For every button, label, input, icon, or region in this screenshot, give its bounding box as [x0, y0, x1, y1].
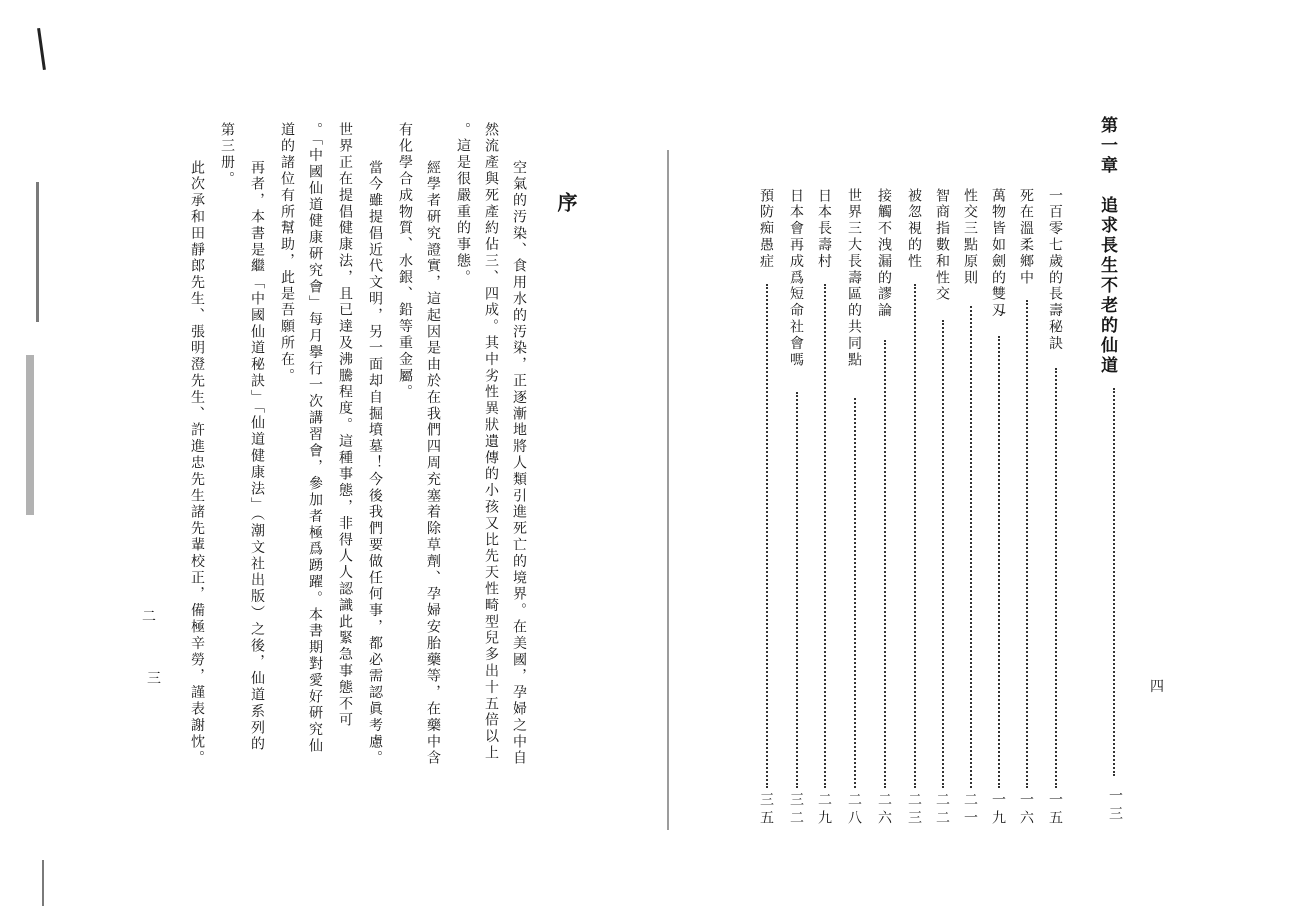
toc-page-number: 一五 [1047, 792, 1063, 828]
toc-entry-label: 一百零七歲的長壽秘訣 [1047, 188, 1063, 352]
toc-leader-dots [884, 340, 886, 788]
chapter-leader-dots [1113, 388, 1115, 776]
toc-leader-dots [942, 320, 944, 788]
page-gutter [667, 150, 669, 830]
preface-line: 。「中國仙道健康硏究會」每月擧行一次講習會，參加者極爲踴躍。本書期對愛好硏究仙 [307, 122, 323, 755]
preface-line: 第三册。 [219, 122, 235, 188]
page-mark: 三 [147, 671, 161, 687]
scan-edge-mark [42, 860, 44, 906]
toc-entry-label: 日本長壽村 [816, 188, 832, 270]
preface-line: 再者，本書是繼「中國仙道秘訣」「仙道健康法」（潮文社出版）之後，仙道系列的 [249, 160, 265, 753]
toc-page-number: 二九 [816, 792, 832, 828]
toc-leader-dots [766, 284, 768, 788]
toc-leader-dots [914, 284, 916, 788]
toc-leader-dots [1055, 368, 1057, 788]
preface-line: 有化學合成物質、水銀、鉛等重金屬。 [397, 122, 413, 401]
scan-edge-mark [37, 28, 46, 70]
preface-line: 當今雖提倡近代文明，另一面却自掘墳墓！今後我們要做任何事，都必需認眞考慮。 [367, 160, 383, 767]
toc-leader-dots [854, 398, 856, 788]
toc-page-number: 二八 [846, 792, 862, 828]
toc-entry-label: 萬物皆如劍的雙刄 [990, 188, 1006, 320]
toc-page-number: 二三 [906, 792, 922, 828]
toc-leader-dots [824, 284, 826, 788]
toc-leader-dots [998, 336, 1000, 788]
preface-line: 此次承和田靜郎先生、張明澄先生、許進忠先生諸先輩校正，備極辛勞，謹表謝忱。 [189, 160, 205, 767]
toc-entry-label: 接觸不洩漏的謬論 [876, 188, 892, 320]
preface-line: 然流產與死產約佔三、四成。其中劣性異狀遺傳的小孩又比先天性畸型兒多出十五倍以上 [483, 122, 499, 762]
toc-entry-label: 世界三大長壽區的共同點 [846, 188, 862, 369]
toc-page-number: 三二 [788, 792, 804, 828]
toc-leader-dots [1026, 300, 1028, 788]
preface-line: 世界正在提倡健康法，且已達及沸騰程度。這種事態，非得人人認識此緊急事態不可 [337, 122, 353, 729]
preface-title: 序 [554, 192, 578, 216]
preface-line: 。這是很嚴重的事態。 [455, 122, 471, 286]
toc-page-number: 二六 [876, 792, 892, 828]
toc-entry-label: 死在溫柔鄉中 [1018, 188, 1034, 287]
toc-page-number: 一六 [1018, 792, 1034, 828]
scan-edge-mark [26, 355, 34, 515]
scan-edge-mark [36, 182, 39, 322]
preface-line: 空氣的汚染、食用水的汚染，正逐漸地將人類引進死亡的境界。在美國，孕婦之中自 [511, 160, 527, 767]
toc-page-number: 一九 [990, 792, 1006, 828]
page-number: 四 [1150, 679, 1164, 695]
preface-line: 道的諸位有所幫助，此是吾願所在。 [279, 122, 295, 385]
toc-entry-label: 智商指數和性交 [934, 188, 950, 303]
toc-entry-label: 日本會再成爲短命社會嗎 [788, 188, 804, 369]
toc-leader-dots [796, 392, 798, 788]
toc-leader-dots [970, 306, 972, 788]
toc-page-number: 二二 [934, 792, 950, 828]
preface-line: 經學者硏究證實，這起因是由於在我們四周充塞着除草劑、孕婦安胎藥等，在藥中含 [425, 160, 441, 767]
chapter-title: 第一章 追求長生不老的仙道 [1097, 116, 1117, 376]
toc-entry-label: 被忽視的性 [906, 188, 922, 270]
toc-page-number: 二一 [962, 792, 978, 828]
toc-page-number: 三五 [758, 792, 774, 828]
chapter-page-number: 一三 [1107, 788, 1123, 824]
toc-entry-label: 預防痴愚症 [758, 188, 774, 270]
toc-entry-label: 性交三點原則 [962, 188, 978, 287]
page-mark: 二 [142, 609, 156, 625]
